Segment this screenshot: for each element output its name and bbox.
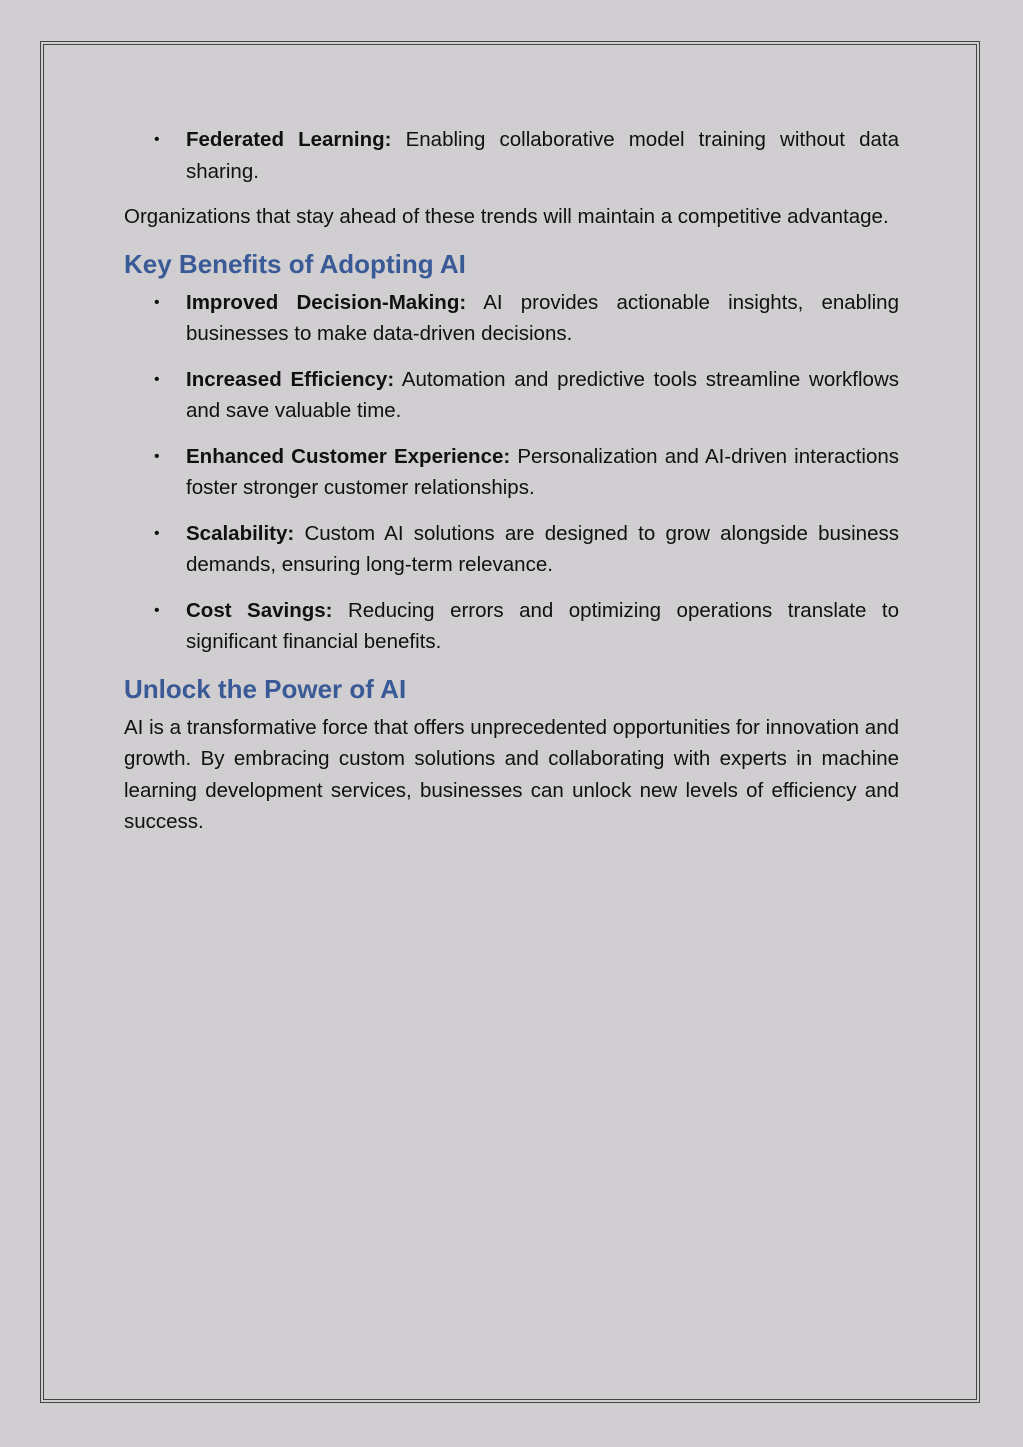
list-item-term: Scalability:: [186, 521, 295, 545]
list-item-text: AI provides actionable insights, enabling businesses to make data-driven decisions.: [186, 290, 899, 345]
benefits-list: [124, 287, 899, 658]
document-body: [124, 124, 899, 852]
intro-list: [124, 124, 899, 187]
unlock-heading: Unlock the Power of AI: [124, 673, 407, 704]
list-item-text: Reducing errors and optimizing operations translate to significant financial benefits.: [186, 598, 899, 653]
list-item-term: Increased Efficiency:: [186, 367, 395, 391]
benefits-heading: Key Benefits of Adopting AI: [124, 248, 466, 279]
list-item-term: Cost Savings:: [186, 598, 333, 622]
list-item-cost-savings: [124, 595, 899, 658]
list-item-text: Personalization and AI-driven interactions foster stronger customer relationships.: [186, 444, 899, 499]
list-item-term: Improved Decision-Making:: [186, 290, 467, 314]
list-item-text: Automation and predictive tools streamline workflows and save valuable time.: [186, 367, 899, 422]
list-item-term: Federated Learning:: [186, 128, 392, 151]
trends-paragraph: Organizations that stay ahead of these trends will maintain a competitive advantage.: [124, 205, 889, 228]
unlock-paragraph: AI is a transformative force that offers unprecedented opportunities for innovation and growth. By embracing custom solutions and collaborating with experts in machine learning development services, businesses can unlock new levels of efficiency and success.: [124, 715, 899, 833]
list-item-text: Custom AI solutions are designed to grow alongside business demands, ensuring long-term relevance.: [186, 521, 899, 576]
list-item-increased-efficiency: [124, 364, 899, 427]
list-item-enhanced-customer-experience: [124, 441, 899, 504]
list-item-term: Enhanced Customer Experience:: [186, 444, 511, 468]
list-item-federated-learning: [124, 124, 899, 187]
list-item-text: Enabling collaborative model training without data sharing.: [186, 128, 899, 183]
list-item-scalability: [124, 518, 899, 581]
list-item-improved-decision-making: [124, 287, 899, 350]
